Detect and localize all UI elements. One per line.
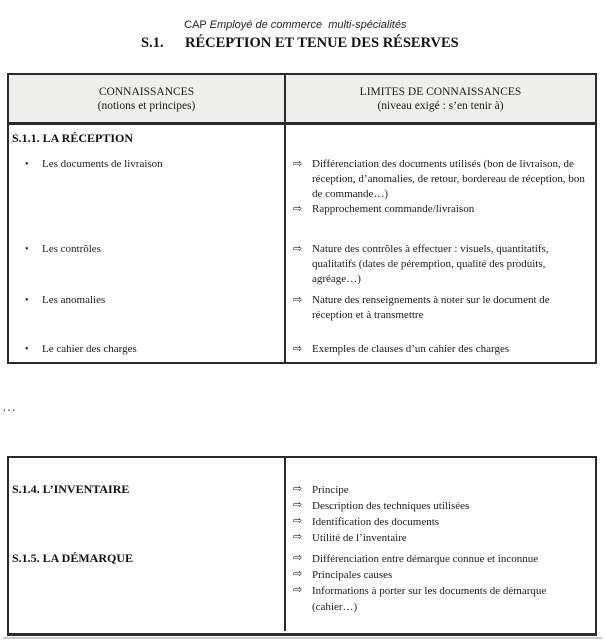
limit-item xyxy=(286,514,590,530)
limit-item xyxy=(286,342,590,357)
limit-item-text: Exemples de clauses d’un cahier des charges xyxy=(312,343,510,355)
left-label-documents-livraison xyxy=(25,157,163,172)
limit-item xyxy=(286,551,590,567)
right-block-anomalies xyxy=(286,293,590,323)
limit-item-text: Informations à porter sur les documents de démarque (cahier…) xyxy=(312,585,547,613)
limit-item xyxy=(286,293,590,323)
col2-title: LIMITES DE CONNAISSANCES xyxy=(359,85,522,98)
limit-item-text: Principales causes xyxy=(312,569,393,581)
right-block-cahier-charges xyxy=(286,342,590,357)
limit-item-text: Description des techniques utilisées xyxy=(312,500,470,512)
table-shadow xyxy=(3,637,602,639)
limit-item-text: Identification des documents xyxy=(312,516,440,528)
limit-item xyxy=(286,157,590,202)
arrow-icon: ⇨ xyxy=(293,482,303,495)
section-number: S.1. xyxy=(141,35,164,51)
limit-item-text: Utilité de l’inventaire xyxy=(312,532,407,544)
section-heading-s11: S.1.1. LA RÉCEPTION xyxy=(12,131,134,145)
arrow-icon: ⇨ xyxy=(293,293,303,306)
left-label-text: Le cahier des charges xyxy=(42,343,137,355)
section-heading-s15: S.1.5. LA DÉMARQUE xyxy=(12,551,134,565)
right-block-demarque xyxy=(286,551,590,615)
table-body xyxy=(9,458,595,631)
bullet-icon: • xyxy=(25,159,29,170)
limit-item-text: Différenciation des documents utilisés (bon de livraison, de réception, d’anomalies, de retour, bordereau de réception, bon de commande…) xyxy=(312,158,585,200)
course-header xyxy=(178,7,406,31)
left-label-anomalies xyxy=(25,293,105,308)
left-label-cahier-charges xyxy=(25,342,137,357)
limit-item-text: Nature des renseignements à noter sur le document de réception et à transmettre xyxy=(312,294,550,321)
bullet-icon: • xyxy=(25,295,29,306)
limit-item xyxy=(286,583,590,615)
limit-item xyxy=(286,530,590,546)
limit-item-text: Principe xyxy=(312,484,349,496)
arrow-icon: ⇨ xyxy=(293,567,303,580)
arrow-icon: ⇨ xyxy=(293,583,303,596)
course-acronym: CAP xyxy=(184,19,210,31)
col2-subtitle: (niveau exigé : s’en tenir à) xyxy=(377,99,504,112)
page-title xyxy=(141,35,459,52)
arrow-icon: ⇨ xyxy=(293,514,303,527)
col1-subtitle: (notions et principes) xyxy=(97,99,196,112)
arrow-icon: ⇨ xyxy=(293,242,303,255)
table-header-row xyxy=(9,75,595,125)
limit-item xyxy=(286,242,590,287)
limit-item xyxy=(286,498,590,514)
col1-title: CONNAISSANCES xyxy=(98,85,195,98)
knowledge-table xyxy=(7,73,597,364)
limit-item-text: Nature des contrôles à effectuer : visuels, quantitatifs, qualitatifs (dates de péremption, qualité des produits, agréage…) xyxy=(312,243,549,285)
bullet-icon: • xyxy=(25,344,29,355)
limit-item xyxy=(286,567,590,583)
table-body xyxy=(9,125,595,362)
left-label-text: Les contrôles xyxy=(42,243,101,255)
limit-item xyxy=(286,482,590,498)
right-block-documents-livraison xyxy=(286,157,590,217)
left-label-controles xyxy=(25,242,101,257)
column-header-limites xyxy=(286,75,595,122)
right-block-inventaire xyxy=(286,482,590,546)
left-label-text: Les documents de livraison xyxy=(42,158,163,170)
inventory-table xyxy=(7,456,597,636)
limit-item-text: Différenciation entre démarque connue et inconnue xyxy=(312,553,539,565)
arrow-icon: ⇨ xyxy=(293,498,303,511)
limit-item xyxy=(286,202,590,217)
section-title-text: RÉCEPTION ET TENUE DES RÉSERVES xyxy=(185,35,459,51)
limit-item-text: Rapprochement commande/livraison xyxy=(312,203,475,215)
arrow-icon: ⇨ xyxy=(293,157,303,170)
section-heading-s14: S.1.4. L’INVENTAIRE xyxy=(12,482,130,496)
bullet-icon: • xyxy=(25,244,29,255)
page-break-ellipsis: … xyxy=(2,400,17,415)
arrow-icon: ⇨ xyxy=(293,551,303,564)
arrow-icon: ⇨ xyxy=(293,342,303,355)
arrow-icon: ⇨ xyxy=(293,530,303,543)
arrow-icon: ⇨ xyxy=(293,202,303,215)
left-label-text: Les anomalies xyxy=(42,294,106,306)
right-block-controles xyxy=(286,242,590,287)
course-name: Employé de commerce multi-spécialités xyxy=(209,19,407,31)
column-header-connaissances xyxy=(9,75,286,122)
